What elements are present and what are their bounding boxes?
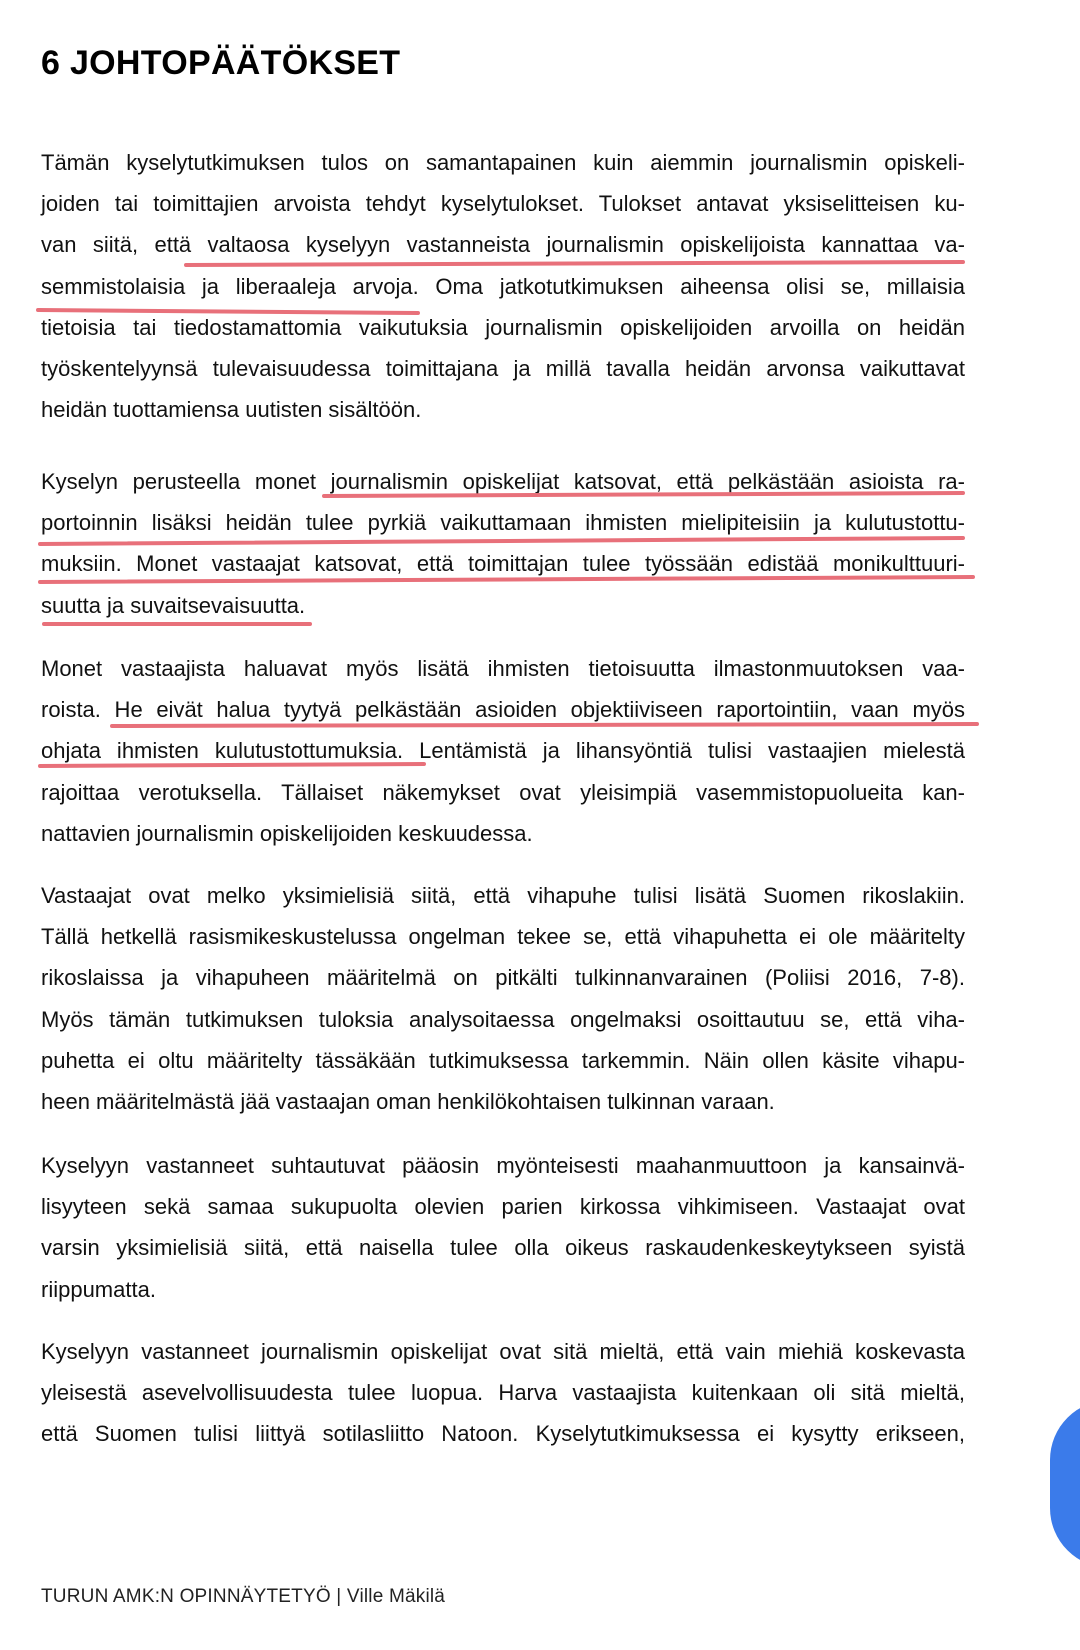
text-line: heen määritelmästä jää vastaajan oman henkilökohtaisen tulkinnan varaan. [41, 1089, 775, 1115]
text-line: työskentelyynsä tulevaisuudessa toimittajana ja millä tavalla heidän arvonsa vaikuttavat [41, 356, 965, 382]
text-line: roista. He eivät halua tyytyä pelkästään asioiden objektiiviseen raportointiin, vaan myös [41, 697, 965, 723]
text-line: van siitä, että valtaosa kyselyyn vastanneista journalismin opiskelijoista kannattaa va- [41, 232, 965, 258]
text-line: varsin yksimielisiä siitä, että naisella tulee olla oikeus raskaudenkeskeytykseen syistä [41, 1235, 965, 1261]
text-line: että Suomen tulisi liittyä sotilasliitto Natoon. Kyselytutkimuksessa ei kysytty erikseen, [41, 1421, 965, 1447]
text-line: Monet vastaajista haluavat myös lisätä ihmisten tietoisuutta ilmastonmuutoksen vaa- [41, 656, 965, 681]
text-line: riippumatta. [41, 1276, 156, 1302]
text-line: muksiin. Monet vastaajat katsovat, että toimittajan tulee työssään edistää monikulttuuri- [41, 551, 965, 577]
text-line: Vastaajat ovat melko yksimielisiä siitä, että vihapuhe tulisi lisätä Suomen rikoslakiin. [41, 883, 965, 908]
text-line: nattavien journalismin opiskelijoiden keskuudessa. [41, 820, 533, 846]
text-line: rajoittaa verotuksella. Tällaiset näkemykset ovat yleisimpiä vasemmistopuolueita kan- [41, 779, 965, 805]
text-line: suutta ja suvaitsevaisuutta. [41, 592, 306, 618]
text-line: portoinnin lisäksi heidän tulee pyrkiä vaikuttamaan ihmisten mielipiteisiin ja kulutustottu- [41, 510, 965, 536]
page-footer: TURUN AMK:N OPINNÄYTETYÖ | Ville Mäkilä [41, 1586, 446, 1607]
text-line: Tällä hetkellä rasismikeskustelussa ongelman tekee se, että vihapuhetta ei ole määritelty [41, 924, 965, 950]
text-line: tietoisia tai tiedostamattomia vaikutuksia journalismin opiskelijoiden arvoilla on heidän [41, 314, 965, 340]
text-line: heidän tuottamiensa uutisten sisältöön. [41, 397, 422, 423]
text-line: rikoslaissa ja vihapuheen määritelmä on pitkälti tulkinnanvarainen (Poliisi 2016, 7-8). [41, 965, 965, 991]
text-line: lisyyteen sekä samaa sukupuolta olevien parien kirkossa vihkimiseen. Vastaajat ovat [41, 1194, 965, 1220]
paragraph-6 [41, 1331, 965, 1455]
text-line: Myös tämän tutkimuksen tuloksia analysoitaessa ongelmaksi osoittautuu se, että viha- [41, 1006, 965, 1032]
text-line: Kyselyyn vastanneet suhtautuvat pääosin myönteisesti maahanmuuttoon ja kansainvä- [41, 1153, 965, 1178]
paragraph-2 [41, 461, 965, 626]
text-line: puhetta ei oltu määritelty tässäkään tutkimuksessa tarkemmin. Näin ollen käsite vihapu- [41, 1047, 965, 1073]
text-line: yleisestä asevelvollisuudesta tulee luopua. Harva vastaajista kuitenkaan oli sitä mieltä, [41, 1380, 965, 1406]
paragraph-3 [41, 648, 965, 854]
paragraph-4 [41, 875, 965, 1122]
text-line: ohjata ihmisten kulutustottumuksia. Lentämistä ja lihansyöntiä tulisi vastaajien mielestä [41, 738, 965, 764]
text-line: semmistolaisia ja liberaaleja arvoja. Oma jatkotutkimuksen aiheensa olisi se, millaisia [41, 273, 965, 299]
text-line: Tämän kyselytutkimuksen tulos on samantapainen kuin aiemmin journalismin opiskeli- [41, 150, 965, 175]
page-title: 6 JOHTOPÄÄTÖKSET [41, 44, 401, 82]
text-line: Kyselyn perusteella monet journalismin opiskelijat katsovat, että pelkästään asioista ra- [41, 469, 965, 494]
paragraph-1 [41, 142, 965, 430]
paragraph-5 [41, 1145, 965, 1310]
text-line: Kyselyyn vastanneet journalismin opiskelijat ovat sitä mieltä, että vain miehiä koskevasta [41, 1339, 965, 1364]
side-tab-handle[interactable] [1050, 1400, 1080, 1568]
text-line: joiden tai toimittajien arvoista tehdyt kyselytulokset. Tulokset antavat yksiselitteisen ku- [41, 191, 965, 217]
